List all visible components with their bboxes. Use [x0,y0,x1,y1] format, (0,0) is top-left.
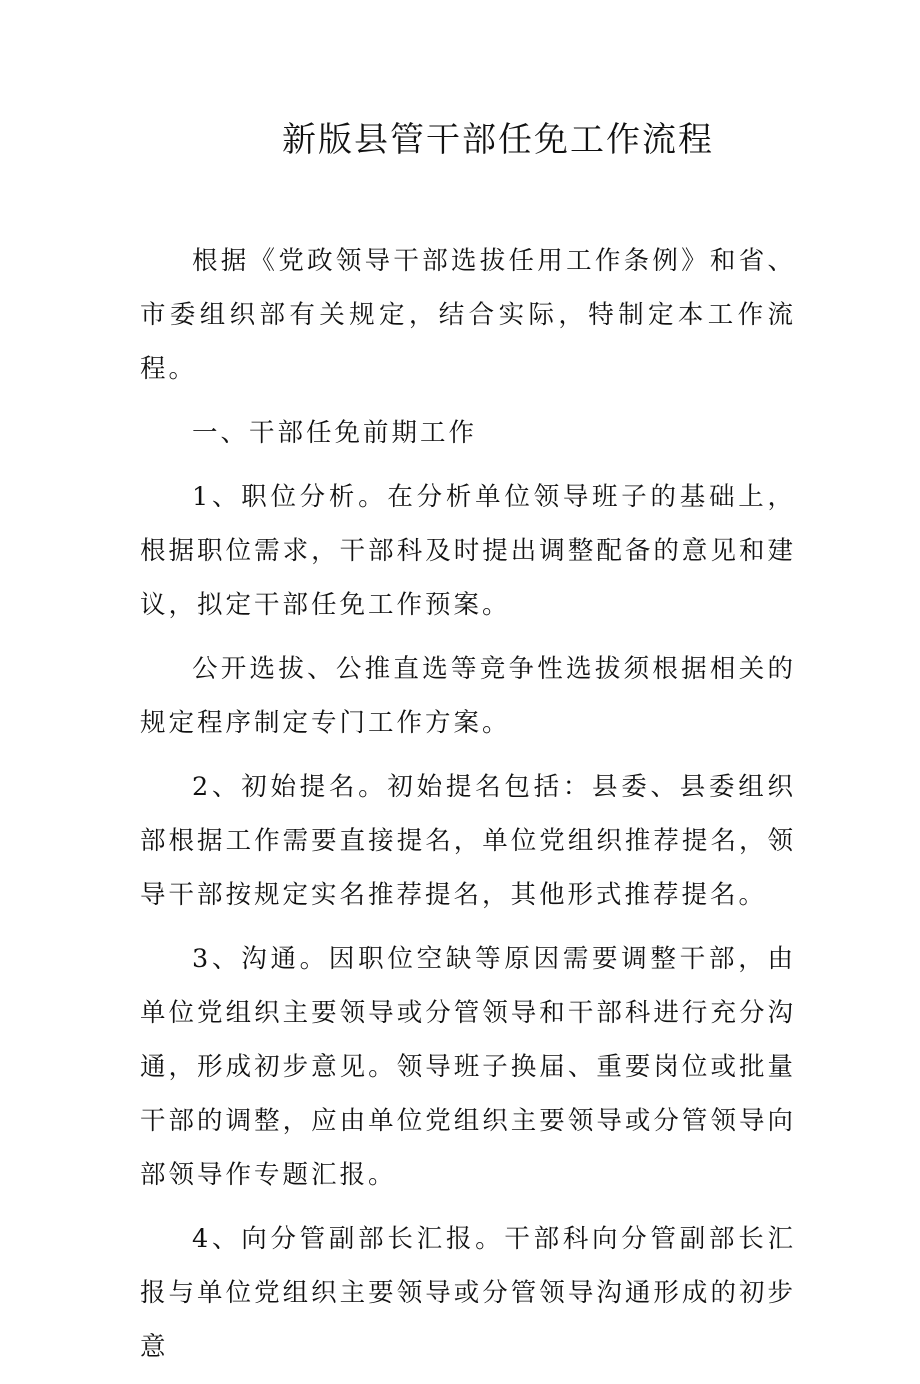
section-heading: 一、干部任免前期工作 [192,418,478,448]
document-body [140,234,796,1384]
paragraph-preamble: 根据《党政领导干部选拔任用工作条例》和省、市委组织部有关规定，结合实际，特制定本工作流程。 [140,246,796,384]
paragraph-communication: 3、沟通。因职位空缺等原因需要调整干部，由单位党组织主要领导或分管领导和干部科进行充分沟通，形成初步意见。领导班子换届、重要岗位或批量干部的调整，应由单位党组织主要领导或分管领导向部领导作专题汇报。 [140,944,796,1190]
paragraph-initial-nomination: 2、初始提名。初始提名包括：县委、县委组织部根据工作需要直接提名，单位党组织推荐提名，领导干部按规定实名推荐提名，其他形式推荐提名。 [140,772,796,910]
document-title: 新版县管干部任免工作流程 [282,120,714,160]
paragraph-job-analysis: 1、职位分析。在分析单位领导班子的基础上，根据职位需求，干部科及时提出调整配备的意见和建议，拟定干部任免工作预案。 [140,482,796,620]
paragraph-competitive-selection: 公开选拔、公推直选等竞争性选拔须根据相关的规定程序制定专门工作方案。 [140,654,796,738]
paragraph-report-to-deputy: 4、向分管副部长汇报。干部科向分管副部长汇报与单位党组织主要领导或分管领导沟通形成的初步意 [140,1224,796,1362]
